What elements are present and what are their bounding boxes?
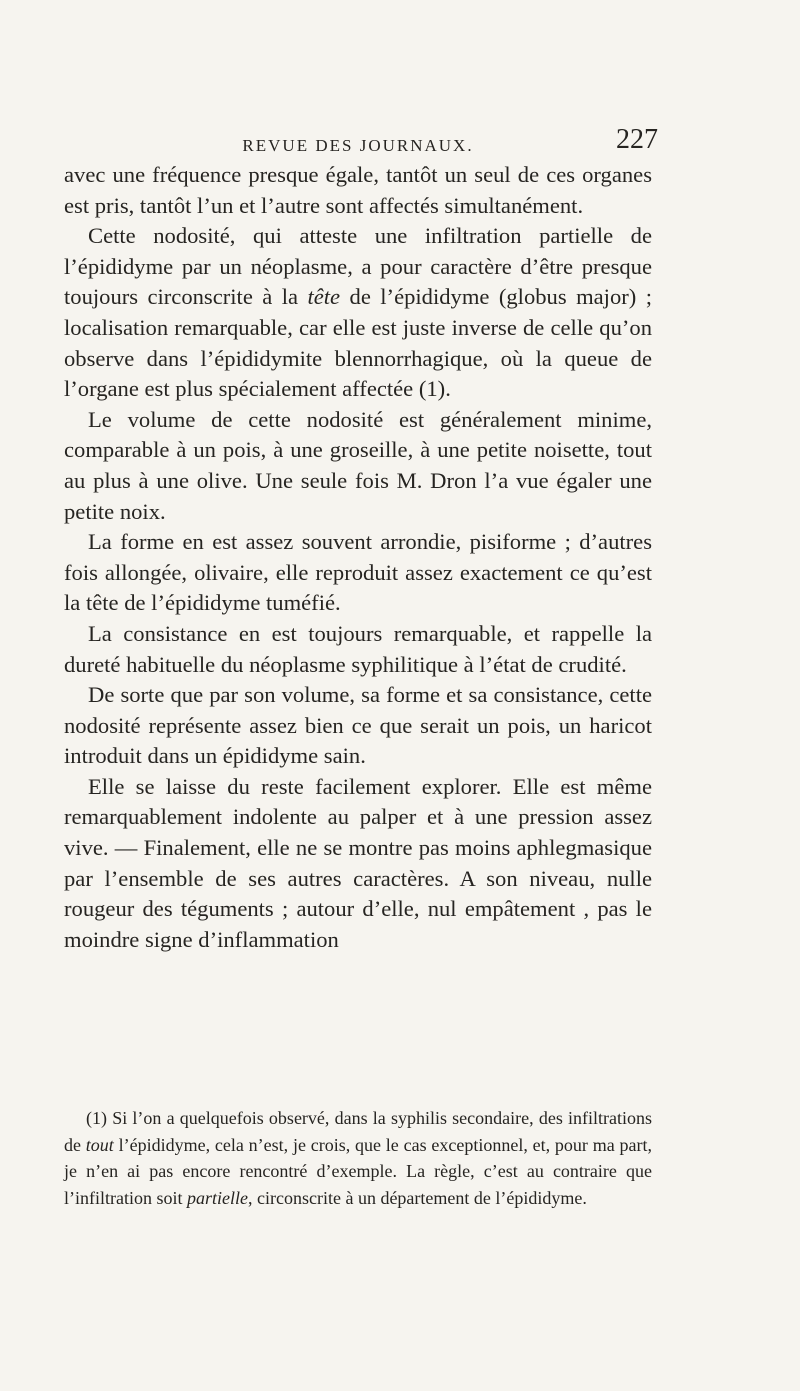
page-header (64, 124, 658, 158)
paragraph-sorte: De sorte que par son volume, sa forme et sa consistance, cette nodosité représente assez bien ce que serait un pois, un haricot introduit dans un épididyme sain. (64, 682, 652, 769)
main-text (64, 160, 652, 955)
paragraph-continuation: avec une fréquence presque égale, tantôt un seul de ces organes est pris, tantôt l’un et l’autre sont affectés simultanément. (64, 162, 652, 218)
paragraph-text: de l’épididyme (globus major) ; localisation remarquable, car elle est juste inverse de celle qu’on observe dans l’épididymite blennorrhagique, où la queue de l’organe est plus spécialement affectée (1). (64, 284, 652, 402)
running-title: REVUE DES JOURNAUX. (242, 136, 474, 155)
page-number: 227 (616, 124, 658, 155)
paragraph-volume: Le volume de cette nodosité est généralement minime, comparable à un pois, à une groseille, à une petite noisette, tout au plus à une olive. Une seule fois M. Dron l’a vue égaler une petite noix. (64, 406, 652, 524)
emphasis-tete: tête (307, 284, 341, 310)
footnote-text: , circonscrite à un département de l’épididyme. (248, 1187, 587, 1208)
footnote-1 (64, 1105, 652, 1211)
paragraph-consistance: La consistance en est toujours remarquable, et rappelle la dureté habituelle du néoplasme syphilitique à l’état de crudité. (64, 620, 652, 677)
paragraph-nodosite (64, 221, 652, 405)
emphasis-partielle: partielle (187, 1187, 248, 1208)
footnote-text: Si l’on a quelquefois observé, dans la syphilis secondaire, des infiltrations de (64, 1108, 652, 1155)
paragraph-exploration: Elle se laisse du reste facilement explorer. Elle est même remarquablement indolente au palper et à une pression assez vive. — Finalement, elle ne se montre pas moins aphlegmasique par l’ensemble de ses autres caractères. A son niveau, nulle rougeur des téguments ; autour d’elle, nul empâtement , pas le moindre signe d’inflammation (64, 773, 652, 952)
paragraph-forme: La forme en est assez souvent arrondie, pisiforme ; d’autres fois allongée, olivaire, elle reproduit assez exactement ce qu’est la tête de l’épididyme tuméfié. (64, 529, 652, 616)
footnote-text: l’épididyme, cela n’est, je crois, que le cas exceptionnel, et, pour ma part, je n’en ai pas encore rencontré d’exemple. La règle, c’est au contraire que l’infiltration soit (64, 1134, 652, 1208)
emphasis-tout: tout (85, 1134, 114, 1155)
paragraph-text: Cette nodosité, qui atteste une infiltration partielle de l’épididyme par un néoplasme, a pour caractère d’être presque toujours circonscrite à la (64, 223, 652, 310)
footnotes (64, 1105, 652, 1211)
footnote-marker: (1) (86, 1108, 107, 1128)
